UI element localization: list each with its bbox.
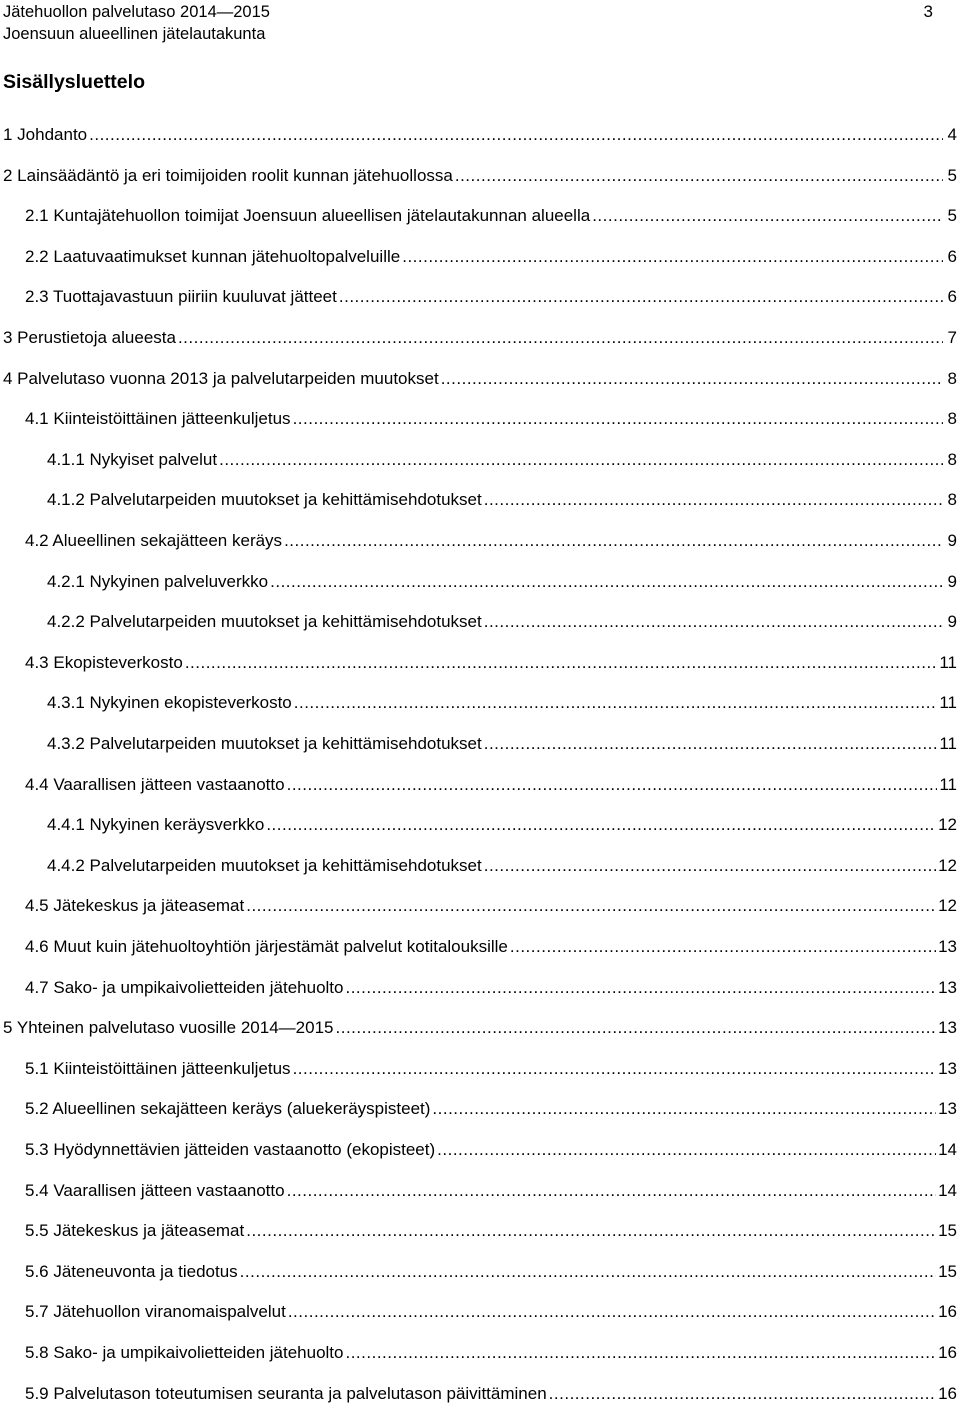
toc-entry-label: 4.2.2 Palvelutarpeiden muutokset ja kehittämisehdotukset — [47, 612, 482, 632]
toc-entry-page-number: 11 — [939, 734, 957, 753]
dot-leader — [287, 1179, 936, 1203]
toc-entry[interactable] — [25, 245, 957, 269]
toc-entry-page-number: 8 — [947, 368, 957, 388]
dot-leader — [402, 245, 943, 269]
toc-entry-page-number: 8 — [947, 490, 957, 510]
dot-leader — [510, 935, 936, 959]
toc-entry-label: 4.4 Vaarallisen jätteen vastaanotto — [25, 774, 285, 794]
toc-entry-page-number: 13 — [938, 977, 957, 997]
toc-entry-page-number: 16 — [938, 1383, 957, 1403]
organization-name: Joensuun alueellinen jätelautakunta — [3, 25, 266, 43]
toc-entry-page-number: 8 — [947, 409, 957, 429]
toc-entry-label: 5.2 Alueellinen sekajätteen keräys (aluekeräyspisteet) — [25, 1099, 431, 1119]
toc-entry-page-number: 5 — [947, 165, 957, 185]
dot-leader — [484, 732, 938, 756]
toc-entry-label: 4.5 Jätekeskus ja jäteasemat — [25, 896, 245, 916]
toc-entry[interactable] — [25, 1138, 957, 1162]
toc-entry-page-number: 13 — [938, 1099, 957, 1119]
document-title: Jätehuollon palvelutaso 2014—2015 — [3, 3, 270, 21]
toc-entry[interactable] — [3, 123, 957, 147]
toc-entry-page-number: 12 — [938, 855, 957, 875]
toc-entry[interactable] — [3, 367, 957, 391]
toc-entry-page-number: 4 — [947, 125, 957, 144]
toc-entry[interactable] — [25, 1219, 957, 1243]
toc-entry[interactable] — [25, 407, 957, 431]
dot-leader — [266, 813, 936, 837]
toc-entry[interactable] — [47, 854, 957, 878]
toc-entry[interactable] — [25, 773, 957, 797]
toc-entry-page-number: 12 — [938, 815, 957, 835]
page-header — [3, 0, 933, 50]
toc-entry-page-number: 14 — [938, 1180, 957, 1200]
toc-entry-label: 5.7 Jätehuollon viranomaispalvelut — [25, 1302, 286, 1322]
toc-entry-label: 4.4.1 Nykyinen keräysverkko — [47, 815, 265, 835]
dot-leader — [345, 1341, 936, 1365]
toc-entry-page-number: 15 — [938, 1221, 957, 1241]
toc-entry[interactable] — [47, 732, 957, 756]
toc-entry-page-number: 14 — [938, 1140, 957, 1159]
page-number: 3 — [923, 2, 933, 21]
toc-entry-label: 3 Perustietoja alueesta — [3, 328, 176, 347]
toc-entry[interactable] — [25, 285, 957, 309]
toc-entry-page-number: 13 — [938, 937, 957, 956]
dot-leader — [484, 610, 943, 634]
toc-entry[interactable] — [3, 326, 957, 350]
toc-entry-page-number: 6 — [947, 287, 957, 307]
toc-entry[interactable] — [25, 529, 957, 553]
toc-entry-label: 4.1.1 Nykyiset palvelut — [47, 449, 218, 469]
toc-entry-label: 4.2 Alueellinen sekajätteen keräys — [25, 531, 283, 550]
toc-entry[interactable] — [25, 1341, 957, 1365]
toc-entry-label: 5.9 Palvelutason toteutumisen seuranta ja palvelutason päivittäminen — [25, 1383, 547, 1403]
toc-entry[interactable] — [25, 894, 957, 918]
toc-entry-page-number: 6 — [947, 246, 957, 266]
dot-leader — [219, 448, 943, 472]
toc-entry[interactable] — [25, 1179, 957, 1203]
toc-entry[interactable] — [25, 651, 957, 675]
dot-leader — [339, 285, 943, 309]
toc-entry[interactable] — [25, 935, 957, 959]
toc-entry-label: 5.3 Hyödynnettävien jätteiden vastaanotto (ekopisteet) — [25, 1140, 436, 1159]
toc-entry[interactable] — [25, 1300, 957, 1324]
toc-entry-label: 4.4.2 Palvelutarpeiden muutokset ja kehittämisehdotukset — [47, 855, 482, 875]
dot-leader — [270, 570, 943, 594]
toc-entry[interactable] — [3, 1016, 957, 1040]
toc-entry-page-number: 16 — [938, 1343, 957, 1362]
toc-entry-label: 5.4 Vaarallisen jätteen vastaanotto — [25, 1180, 285, 1200]
toc-entry[interactable] — [25, 976, 957, 1000]
dot-leader — [345, 976, 936, 1000]
toc-entry[interactable] — [47, 610, 957, 634]
toc-entry-label: 2 Lainsäädäntö ja eri toimijoiden roolit kunnan jätehuollossa — [3, 165, 453, 185]
dot-leader — [240, 1260, 936, 1284]
toc-entry[interactable] — [47, 813, 957, 837]
dot-leader — [284, 529, 943, 553]
dot-leader — [437, 1138, 936, 1162]
toc-entry-label: 4.7 Sako- ja umpikaivolietteiden jätehuolto — [25, 977, 344, 997]
toc-entry-label: 1 Johdanto — [3, 125, 88, 144]
toc-entry[interactable] — [25, 204, 957, 228]
toc-entry[interactable] — [3, 164, 957, 188]
toc-entry[interactable] — [25, 1260, 957, 1284]
toc-entry-page-number: 13 — [938, 1018, 957, 1038]
toc-entry[interactable] — [25, 1057, 957, 1081]
dot-leader — [549, 1382, 936, 1406]
dot-leader — [287, 773, 938, 797]
toc-entry-label: 4.2.1 Nykyinen palveluverkko — [47, 571, 269, 591]
dot-leader — [288, 1300, 936, 1324]
toc-entry-page-number: 8 — [947, 449, 957, 469]
toc-entry-label: 5.5 Jätekeskus ja jäteasemat — [25, 1221, 245, 1241]
toc-entry-page-number: 15 — [938, 1261, 957, 1281]
dot-leader — [455, 164, 943, 188]
toc-entry-page-number: 5 — [947, 206, 957, 226]
toc-entry-label: 4.1.2 Palvelutarpeiden muutokset ja kehittämisehdotukset — [47, 490, 482, 510]
toc-entry-page-number: 7 — [947, 328, 957, 347]
toc-entry-label: 4 Palvelutaso vuonna 2013 ja palvelutarpeiden muutokset — [3, 368, 439, 388]
dot-leader — [484, 488, 943, 512]
toc-entry-label: 2.1 Kuntajätehuollon toimijat Joensuun alueellisen jätelautakunnan alueella — [25, 206, 591, 226]
dot-leader — [293, 407, 943, 431]
toc-entry[interactable] — [25, 1382, 957, 1406]
dot-leader — [592, 204, 943, 228]
toc-entry-page-number: 13 — [938, 1058, 957, 1078]
toc-entry[interactable] — [47, 691, 957, 715]
toc-entry[interactable] — [25, 1097, 957, 1121]
toc-entry-page-number: 9 — [947, 531, 957, 550]
toc-entry-label: 5.6 Jäteneuvonta ja tiedotus — [25, 1261, 238, 1281]
dot-leader — [185, 651, 938, 675]
toc-entry[interactable] — [47, 488, 957, 512]
toc-title: Sisällysluettelo — [3, 71, 145, 93]
toc-entry-page-number: 11 — [939, 652, 957, 672]
toc-entry-page-number: 11 — [939, 774, 957, 794]
dot-leader — [246, 1219, 936, 1243]
dot-leader — [441, 367, 943, 391]
toc-entry-label: 5.8 Sako- ja umpikaivolietteiden jätehuolto — [25, 1343, 344, 1362]
toc-entry-page-number: 12 — [938, 896, 957, 916]
toc-entry[interactable] — [47, 448, 957, 472]
dot-leader — [293, 1057, 937, 1081]
toc-entry-label: 2.2 Laatuvaatimukset kunnan jätehuoltopalveluille — [25, 246, 401, 266]
toc-entry-page-number: 9 — [947, 612, 957, 632]
toc-entry-label: 2.3 Tuottajavastuun piiriin kuuluvat jätteet — [25, 287, 337, 307]
dot-leader — [89, 123, 943, 147]
dot-leader — [246, 894, 936, 918]
toc-entry-label: 4.1 Kiinteistöittäinen jätteenkuljetus — [25, 409, 291, 429]
toc-entry-page-number: 9 — [947, 571, 957, 591]
toc-entry-label: 5.1 Kiinteistöittäinen jätteenkuljetus — [25, 1058, 291, 1078]
toc-entry-label: 4.3.2 Palvelutarpeiden muutokset ja kehittämisehdotukset — [47, 734, 482, 753]
toc-entry-label: 4.6 Muut kuin jätehuoltoyhtiön järjestämät palvelut kotitalouksille — [25, 937, 508, 956]
dot-leader — [294, 691, 938, 715]
dot-leader — [178, 326, 943, 350]
dot-leader — [432, 1097, 936, 1121]
dot-leader — [336, 1016, 937, 1040]
toc-entry-label: 4.3.1 Nykyinen ekopisteverkosto — [47, 693, 292, 713]
dot-leader — [484, 854, 936, 878]
toc-entry-label: 4.3 Ekopisteverkosto — [25, 652, 183, 672]
toc-entry-label: 5 Yhteinen palvelutaso vuosille 2014—2015 — [3, 1018, 334, 1038]
toc-entry[interactable] — [47, 570, 957, 594]
toc-entry-page-number: 11 — [939, 693, 957, 713]
toc-entry-page-number: 16 — [938, 1302, 957, 1322]
